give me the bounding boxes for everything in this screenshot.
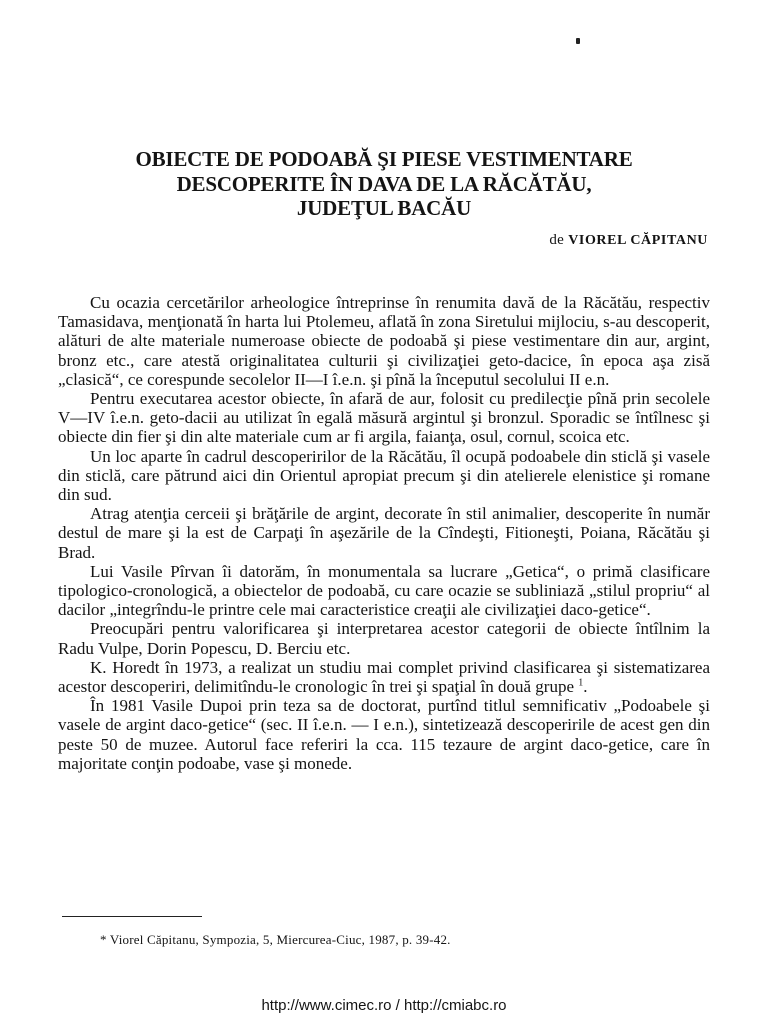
- byline: [549, 232, 708, 249]
- byline-prefix: de: [549, 232, 565, 248]
- paragraph: Lui Vasile Pîrvan îi datorăm, în monumentala sa lucrare „Getica“, o primă clasificare tipologico-cronologică, a obiectelor de podoabă, cu care ocazie se subliniază „stilul propriu“ al dacilor „integrîndu-le printre cele mai caracteristice creaţii ale civilizaţiei daco-getice“.: [58, 561, 710, 620]
- source-url: http://www.cimec.ro / http://cmiabc.ro: [261, 997, 507, 1014]
- paragraph-with-footnote: K. Horedt în 1973, a realizat un studiu mai complet privind clasificarea şi sistematizarea acestor descoperiri, delimitîndu-le cronologic în trei şi spaţial în două grupe $^1$.: [58, 657, 710, 697]
- paragraph: Cu ocazia cercetărilor arheologice întreprinse în renumita davă de la Răcătău, respectiv Tamasidava, menţionată în harta lui Ptolemeu, aflată în zona Siretului mijlociu, s-au descoperit, alături de alte materiale numeroase obiecte de podoabă şi piese vestimentare din aur, argint, bronz etc., care atestă originalitatea culturii şi civilizaţiei geto-dacice, în epoca aşa zisă „clasică“, ce corespunde secolelor II—I î.e.n. şi pînă la începutul secolului II e.n.: [58, 293, 710, 389]
- footnote: * Viorel Căpitanu, Sympozia, 5, Miercurea-Ciuc, 1987, p. 39-42.: [100, 932, 451, 947]
- paragraph: Pentru executarea acestor obiecte, în afară de aur, folosit cu predilecţie pînă prin secolele V—IV î.e.n. geto-dacii au utilizat în egală măsură argintul şi bronzul. Sporadic se întîlnesc şi obiecte din fier şi din alte materiale cum ar fi argila, faianţa, osul, cornul, scoica etc.: [58, 389, 710, 447]
- title-line-2: DESCOPERITE ÎN DAVA DE LA RĂCĂTĂU,: [176, 172, 592, 196]
- title-line-1: OBIECTE DE PODOABĂ ŞI PIESE VESTIMENTARE: [135, 147, 633, 171]
- footnote-ref: 1: [578, 677, 584, 689]
- paragraph: Atrag atenţia cerceii şi brăţările de argint, decorate în stil animalier, descoperite în număr destul de mare şi la est de Carpaţi în aşezările de la Cîndeşti, Fitioneşti, Poiana, Răcătău şi Brad.: [58, 504, 710, 562]
- article-body: [58, 293, 710, 773]
- paragraph-text: K. Horedt în 1973, a realizat un studiu mai complet privind clasificarea şi sistematizarea acestor descoperiri, delimitîndu-le cronologic în trei şi spaţial în două grupe: [58, 657, 710, 697]
- title-line-3: JUDEŢUL BACĂU: [296, 196, 472, 220]
- author-name: VIOREL CĂPITANU: [568, 233, 708, 248]
- paragraph: În 1981 Vasile Dupoi prin teza sa de doctorat, purtînd titlul semnificativ „Podoabele şi vasele de argint daco-getice“ (sec. II î.e.n. — I e.n.), sintetizează descoperirile de acest gen din peste 50 de muzee. Autorul face referiri la cca. 115 tezaure de argint daco-getice, care în majoritate conţin podoabe, vase şi monede.: [58, 696, 710, 773]
- paragraph: Preocupări pentru valorificarea şi interpretarea acestor categorii de obiecte întîlnim la Radu Vulpe, Dorin Popescu, D. Berciu etc.: [58, 619, 710, 658]
- footnote-divider: [62, 916, 202, 917]
- scan-mark: [576, 38, 580, 44]
- paragraph: Un loc aparte în cadrul descoperirilor de la Răcătău, îl ocupă podoabele din sticlă şi vasele din sticlă, care pătrund aici din Orientul apropiat precum şi din atelierele elenistice şi romane din sud.: [58, 446, 710, 505]
